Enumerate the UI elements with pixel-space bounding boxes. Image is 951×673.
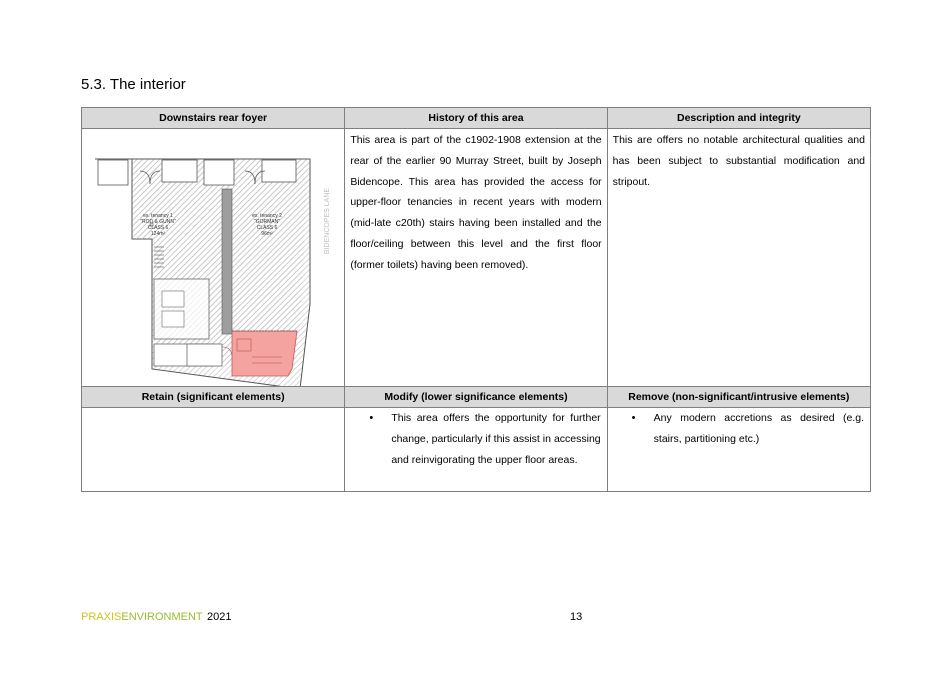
retain-cell — [82, 408, 345, 492]
remove-item — [608, 408, 864, 450]
bullet-icon: • — [369, 412, 374, 424]
modify-item — [345, 408, 600, 470]
modify-item-text: This area offers the opportunity for further change, particularly if this assist in accessing and reinvigorating the upper floor areas. — [391, 412, 601, 466]
tenancy2-line4: 96m² — [261, 231, 273, 237]
bullet-icon: • — [631, 412, 636, 424]
modify-list — [345, 408, 606, 470]
retain-text — [82, 408, 344, 409]
history-text: This area is part of the c1902-1908 extension at the rear of the earlier 90 Murray Street, built by Joseph Bidencope. This area has provided the access for upper-floor tenancies in recent years with modern (mid-late c20th) stairs having been installed and the floor/ceiling between this level and the first floor (former toilets) having been removed). — [350, 134, 602, 271]
remove-item-text: Any modern accretions as desired (e.g. stairs, partitioning etc.) — [653, 412, 864, 445]
remove-list — [608, 408, 870, 450]
description-cell — [607, 129, 870, 387]
content-row — [82, 129, 871, 387]
tenancy2-line2: "GORMAN" — [253, 219, 281, 225]
header-history: History of this area — [345, 108, 607, 129]
brand-environment: ENVIRONMENT — [121, 611, 203, 623]
floor-plan-cell — [82, 129, 345, 387]
floor-plan-drawing — [82, 129, 345, 386]
lane-label: BIDENCOPES LANE — [324, 187, 331, 255]
brand-praxis: PRAXIS — [81, 611, 122, 623]
interior-table — [81, 107, 871, 492]
header-modify: Modify (lower significance elements) — [345, 387, 607, 408]
header-row — [82, 108, 871, 129]
rear-foyer-highlight — [232, 331, 297, 376]
header-downstairs-rear-foyer: Downstairs rear foyer — [82, 108, 345, 129]
tenancy1-line4: 124m² — [150, 231, 166, 237]
footer-year: 2021 — [207, 611, 232, 623]
modify-cell — [345, 408, 607, 492]
section-title: 5.3. The interior — [81, 76, 186, 93]
footer-brand — [81, 611, 203, 623]
header-description: Description and integrity — [607, 108, 870, 129]
tenancy2-line3: CLASS 6 — [256, 225, 278, 231]
tenancy1-line3: CLASS 6 — [147, 225, 169, 231]
header-row-2 — [82, 387, 871, 408]
tenancy1-line1: ex. tenancy 1 — [143, 213, 173, 219]
header-retain: Retain (significant elements) — [82, 387, 345, 408]
tenancy1-line2: "ROD & GUNN" — [140, 219, 176, 225]
page-number: 13 — [570, 611, 583, 623]
description-text: This are offers no notable architectural qualities and has been subject to substantial modification and stripout. — [612, 134, 865, 188]
actions-row — [82, 408, 871, 492]
history-cell — [345, 129, 607, 387]
tenancy2-line1: ex. tenancy 2 — [252, 213, 282, 219]
header-remove: Remove (non-significant/intrusive elements) — [607, 387, 870, 408]
remove-cell — [607, 408, 870, 492]
